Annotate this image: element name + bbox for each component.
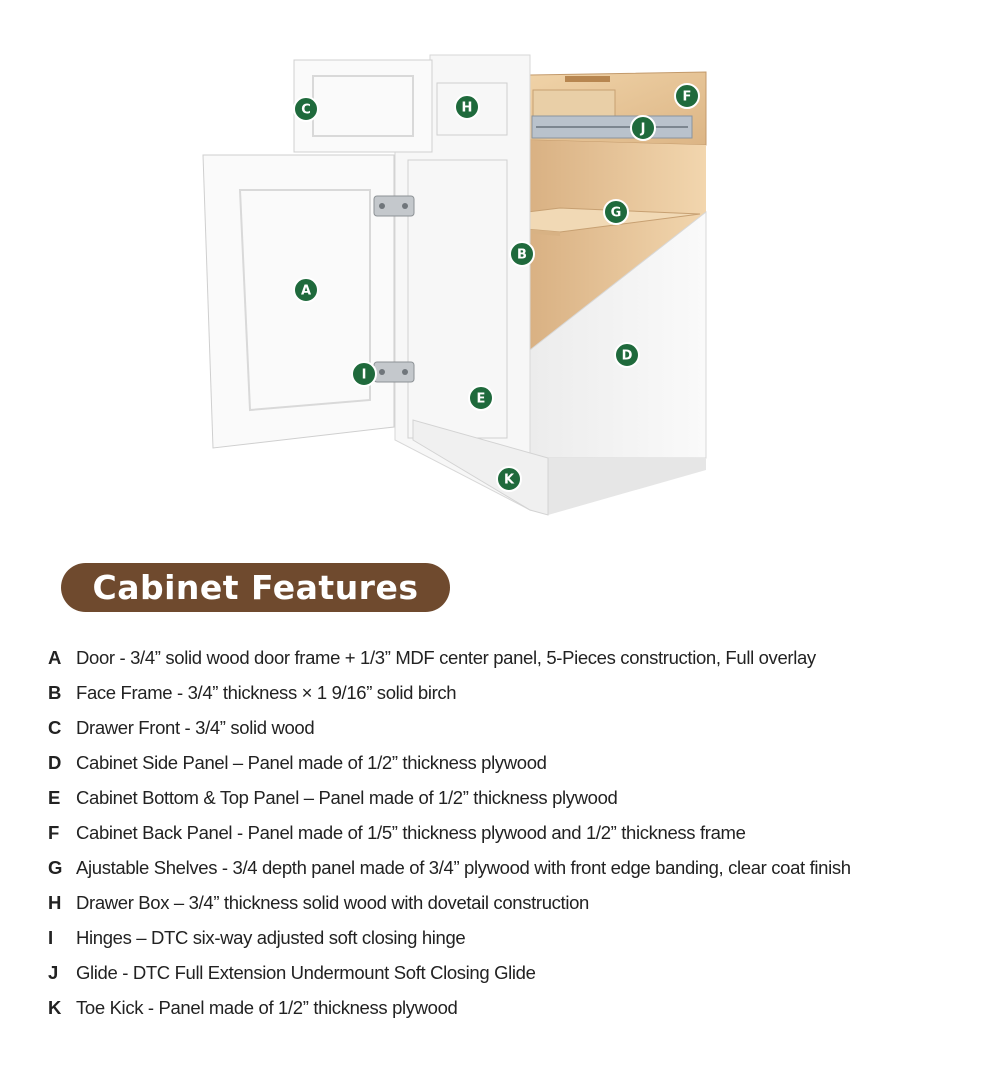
feature-letter: A — [48, 646, 62, 668]
feature-row-b — [48, 675, 968, 710]
feature-letter: G — [48, 856, 63, 878]
marker-letter: G — [610, 205, 622, 221]
marker-c — [294, 97, 318, 121]
feature-row-i — [48, 920, 968, 955]
feature-description: Drawer Box – 3/4” thickness solid wood with dovetail construction — [76, 891, 589, 913]
feature-letter: I — [48, 926, 54, 948]
hinge-bottom — [374, 362, 414, 382]
marker-b — [510, 242, 534, 266]
feature-description: Hinges – DTC six-way adjusted soft closing hinge — [76, 926, 466, 948]
feature-letter: D — [48, 751, 62, 773]
marker-letter: F — [682, 89, 692, 105]
feature-letter: E — [48, 786, 61, 808]
feature-letter: J — [48, 961, 59, 983]
feature-description: Cabinet Back Panel - Panel made of 1/5” thickness plywood and 1/2” thickness frame — [76, 821, 746, 843]
feature-description: Face Frame - 3/4” thickness × 1 9/16” solid birch — [76, 681, 457, 703]
feature-row-g — [48, 850, 968, 885]
feature-row-a — [48, 640, 968, 675]
marker-letter: I — [361, 367, 367, 383]
feature-description: Drawer Front - 3/4” solid wood — [76, 716, 315, 738]
marker-j — [631, 116, 655, 140]
feature-letter: K — [48, 996, 62, 1018]
marker-i — [352, 362, 376, 386]
marker-letter: A — [300, 283, 312, 299]
marker-letter: H — [461, 100, 473, 116]
marker-letter: D — [621, 348, 633, 364]
feature-letter: H — [48, 891, 62, 913]
marker-letter: K — [503, 472, 515, 488]
feature-list — [48, 640, 968, 1025]
feature-letter: F — [48, 821, 60, 843]
section-title: Cabinet Features — [92, 568, 419, 607]
marker-a — [294, 278, 318, 302]
marker-k — [497, 467, 521, 491]
feature-row-k — [48, 990, 968, 1025]
feature-description: Cabinet Bottom & Top Panel – Panel made of 1/2” thickness plywood — [76, 786, 618, 808]
feature-letter: B — [48, 681, 62, 703]
marker-letter: C — [301, 102, 311, 118]
feature-description: Toe Kick - Panel made of 1/2” thickness plywood — [76, 996, 458, 1018]
section-title-pill — [61, 563, 450, 612]
feature-row-j — [48, 955, 968, 990]
feature-description: Ajustable Shelves - 3/4 depth panel made of 3/4” plywood with front edge banding, clear coat finish — [76, 856, 851, 878]
marker-letter: J — [640, 121, 646, 137]
feature-row-c — [48, 710, 968, 745]
hinge-top — [374, 196, 414, 216]
feature-row-d — [48, 745, 968, 780]
marker-d — [615, 343, 639, 367]
feature-description: Cabinet Side Panel – Panel made of 1/2” thickness plywood — [76, 751, 547, 773]
feature-row-f — [48, 815, 968, 850]
marker-g — [604, 200, 628, 224]
cabinet-door — [203, 155, 394, 448]
marker-h — [455, 95, 479, 119]
feature-row-e — [48, 780, 968, 815]
marker-f — [675, 84, 699, 108]
feature-description: Door - 3/4” solid wood door frame + 1/3” MDF center panel, 5-Pieces construction, Full overlay — [76, 646, 816, 668]
marker-letter: E — [476, 391, 486, 407]
feature-row-h — [48, 885, 968, 920]
feature-letter: C — [48, 716, 62, 738]
feature-description: Glide - DTC Full Extension Undermount Soft Closing Glide — [76, 961, 536, 983]
marker-letter: B — [517, 247, 527, 263]
marker-e — [469, 386, 493, 410]
